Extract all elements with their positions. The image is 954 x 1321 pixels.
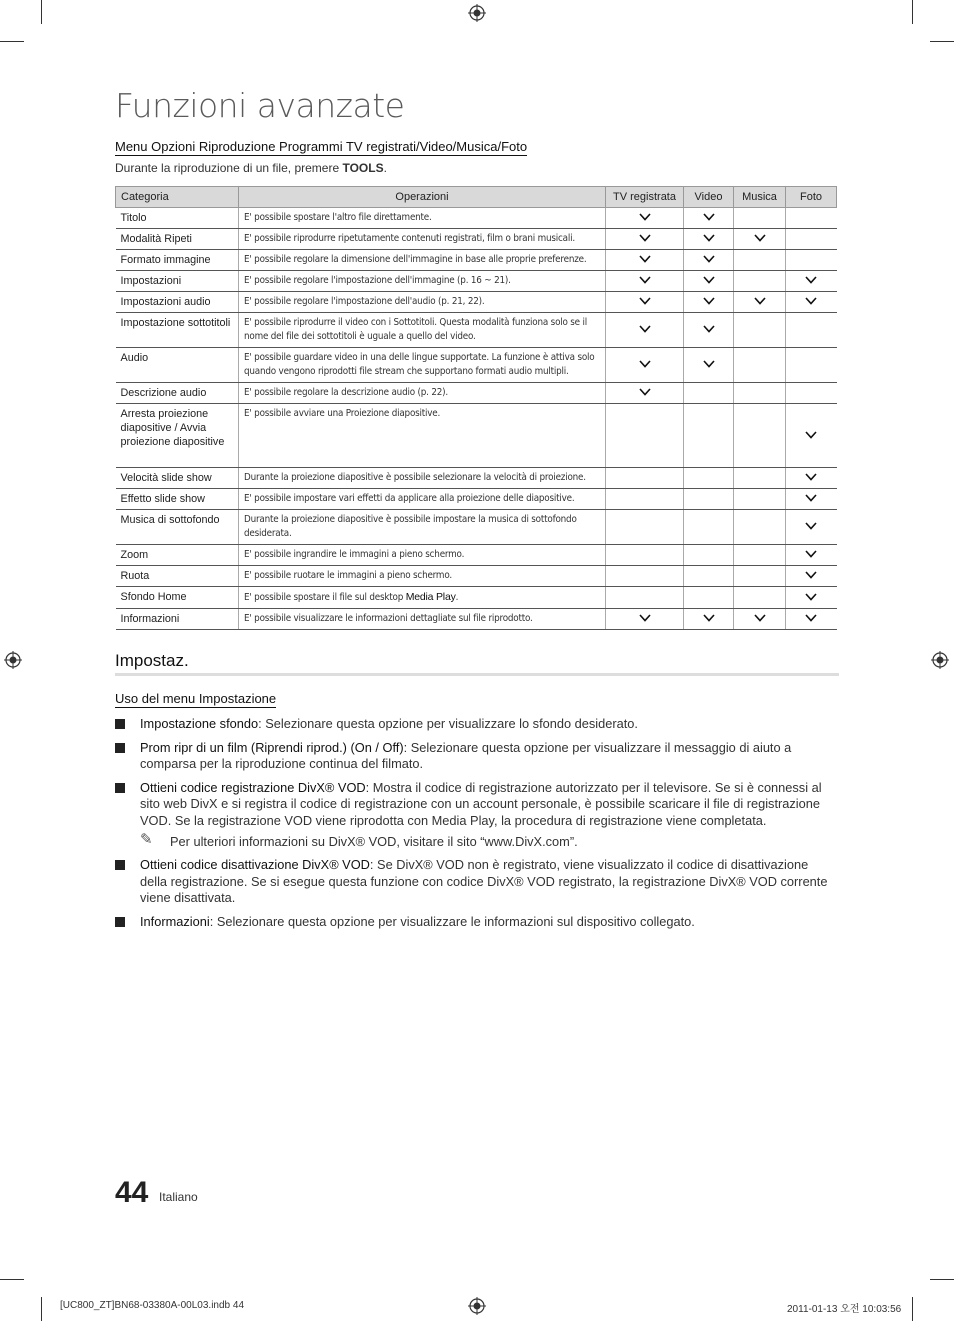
chevron-down-check-icon <box>703 254 715 266</box>
chevron-down-check-icon <box>805 493 817 505</box>
check-cell-photo <box>786 250 837 271</box>
bullet-square-icon <box>115 783 125 793</box>
chevron-down-check-icon <box>703 296 715 308</box>
item-label: Informazioni <box>140 913 210 929</box>
row-category: Musica di sottofondo <box>116 510 239 545</box>
settings-heading: Impostaz. <box>115 651 189 670</box>
item-text: : Selezionare questa opzione per visualizzare il messaggio di aiuto a comparsa per la riproduzione continua del filmato. <box>140 739 792 772</box>
row-description <box>239 271 606 292</box>
table-row <box>116 271 837 292</box>
check-cell-music <box>734 271 786 292</box>
description-text: E' possibile impostare vari effetti da applicare alla proiezione delle diapositive. <box>244 493 575 504</box>
settings-list <box>115 716 837 938</box>
table-row <box>116 404 837 468</box>
check-cell-photo <box>786 229 837 250</box>
table-row <box>116 208 837 229</box>
check-cell-photo <box>786 313 837 348</box>
chevron-down-check-icon <box>805 613 817 625</box>
check-cell-tv <box>606 229 684 250</box>
registration-mark-icon <box>931 651 949 669</box>
check-cell-music <box>734 229 786 250</box>
table-row <box>116 489 837 510</box>
check-cell-tv <box>606 271 684 292</box>
check-cell-photo <box>786 566 837 587</box>
table-row <box>116 313 837 348</box>
table-row <box>116 229 837 250</box>
bullet-square-icon <box>115 719 125 729</box>
check-cell-music <box>734 250 786 271</box>
header-operazioni: Operazioni <box>239 187 606 208</box>
item-label: Prom ripr di un film (Riprendi riprod.) (On / Off) <box>140 739 404 755</box>
check-cell-music <box>734 292 786 313</box>
description-bold: Media Play <box>405 591 456 603</box>
tools-key-label: TOOLS <box>342 161 384 175</box>
row-description <box>239 208 606 229</box>
row-description <box>239 609 606 630</box>
table-header-row <box>116 187 837 208</box>
description-text: E' possibile avviare una Proiezione diapositive. <box>244 408 441 419</box>
check-cell-video <box>684 208 734 229</box>
check-cell-music <box>734 404 786 468</box>
header-tv-registrata: TV registrata <box>606 187 684 208</box>
check-cell-photo <box>786 468 837 489</box>
row-category: Descrizione audio <box>116 383 239 404</box>
chevron-down-check-icon <box>805 472 817 484</box>
row-description <box>239 545 606 566</box>
check-cell-music <box>734 313 786 348</box>
check-cell-tv <box>606 208 684 229</box>
chevron-down-check-icon <box>639 233 651 245</box>
row-description <box>239 404 606 468</box>
item-label: Impostazione sfondo <box>140 716 259 731</box>
row-category: Effetto slide show <box>116 489 239 510</box>
chevron-down-check-icon <box>639 359 651 371</box>
table-row <box>116 468 837 489</box>
check-cell-photo <box>786 208 837 229</box>
check-cell-photo <box>786 404 837 468</box>
table-row <box>116 510 837 545</box>
row-category: Zoom <box>116 545 239 566</box>
table-row <box>116 292 837 313</box>
row-category: Impostazioni audio <box>116 292 239 313</box>
crop-mark <box>912 1297 913 1321</box>
check-cell-tv <box>606 292 684 313</box>
registration-mark-icon <box>4 651 22 669</box>
row-description <box>239 489 606 510</box>
crop-mark <box>41 1297 42 1321</box>
check-cell-tv <box>606 609 684 630</box>
check-cell-video <box>684 271 734 292</box>
list-item <box>115 914 837 931</box>
check-cell-tv <box>606 510 684 545</box>
crop-mark <box>0 41 24 42</box>
row-category: Audio <box>116 348 239 383</box>
chevron-down-check-icon <box>639 387 651 399</box>
crop-mark <box>930 41 954 42</box>
check-cell-music <box>734 468 786 489</box>
description-text: E' possibile regolare l'impostazione dell'audio (p. 21, 22). <box>244 296 485 307</box>
check-cell-video <box>684 229 734 250</box>
description-text: E' possibile spostare l'altro file direttamente. <box>244 212 432 223</box>
registration-mark-icon <box>468 4 486 22</box>
intro-end: . <box>383 161 387 175</box>
description-text: E' possibile regolare l'impostazione dell'immagine (p. 16 ~ 21). <box>244 275 511 286</box>
check-cell-video <box>684 468 734 489</box>
footer-file: [UC800_ZT]BN68-03380A-00L03.indb 44 <box>60 1300 245 1311</box>
page-title: Funzioni avanzate <box>115 86 405 125</box>
crop-mark <box>0 1279 24 1280</box>
row-description <box>239 313 606 348</box>
check-cell-tv <box>606 313 684 348</box>
check-cell-tv <box>606 348 684 383</box>
list-item <box>115 716 837 733</box>
chevron-down-check-icon <box>703 275 715 287</box>
row-description <box>239 383 606 404</box>
chevron-down-check-icon <box>703 233 715 245</box>
chevron-down-check-icon <box>703 212 715 224</box>
check-cell-video <box>684 545 734 566</box>
registration-mark-icon <box>468 1297 486 1315</box>
check-cell-photo <box>786 271 837 292</box>
row-description <box>239 292 606 313</box>
note-text: Per ulteriori informazioni su DivX® VOD, visitare il sito “www.DivX.com”. <box>170 833 578 849</box>
row-category: Titolo <box>116 208 239 229</box>
chevron-down-check-icon <box>805 570 817 582</box>
header-foto: Foto <box>786 187 837 208</box>
description-text: E' possibile regolare la descrizione audio (p. 22). <box>244 387 448 398</box>
description-text: Durante la proiezione diapositive è possibile selezionare la velocità di proiezione. <box>244 472 586 483</box>
chevron-down-check-icon <box>703 613 715 625</box>
chevron-down-check-icon <box>754 613 766 625</box>
description-text: E' possibile riprodurre ripetutamente contenuti registrati, film o brani musicali. <box>244 233 575 244</box>
crop-mark <box>930 1279 954 1280</box>
chevron-down-check-icon <box>639 296 651 308</box>
chevron-down-check-icon <box>805 430 817 442</box>
check-cell-video <box>684 566 734 587</box>
check-cell-tv <box>606 250 684 271</box>
chevron-down-check-icon <box>703 359 715 371</box>
row-description <box>239 510 606 545</box>
table-row <box>116 609 837 630</box>
bullet-square-icon <box>115 860 125 870</box>
chevron-down-check-icon <box>805 521 817 533</box>
row-category: Impostazione sottotitoli <box>116 313 239 348</box>
chevron-down-check-icon <box>805 296 817 308</box>
check-cell-tv <box>606 545 684 566</box>
row-category: Formato immagine <box>116 250 239 271</box>
check-cell-music <box>734 587 786 609</box>
intro-text: Durante la riproduzione di un file, premere <box>115 161 343 175</box>
check-cell-photo <box>786 609 837 630</box>
chevron-down-check-icon <box>754 296 766 308</box>
check-cell-photo <box>786 489 837 510</box>
description-text: E' possibile ruotare le immagini a pieno schermo. <box>244 570 452 581</box>
row-description <box>239 229 606 250</box>
row-description <box>239 566 606 587</box>
row-category: Ruota <box>116 566 239 587</box>
header-categoria: Categoria <box>116 187 239 208</box>
item-label: Ottieni codice disattivazione DivX® VOD <box>140 857 370 873</box>
header-video: Video <box>684 187 734 208</box>
bullet-square-icon <box>115 743 125 753</box>
row-category: Impostazioni <box>116 271 239 292</box>
chevron-down-check-icon <box>805 275 817 287</box>
description-text: E' possibile visualizzare le informazioni dettagliate sul file riprodotto. <box>244 613 533 624</box>
table-row <box>116 545 837 566</box>
check-cell-video <box>684 489 734 510</box>
description-end: . <box>455 592 459 603</box>
row-category: Arresta proiezione diapositive / Avvia proiezione diapositive <box>116 404 239 468</box>
chevron-down-check-icon <box>805 549 817 561</box>
list-item <box>115 780 837 850</box>
options-table <box>115 186 837 630</box>
row-description <box>239 587 606 609</box>
row-description <box>239 348 606 383</box>
settings-subheading: Uso del menu Impostazione <box>115 691 277 706</box>
check-cell-video <box>684 292 734 313</box>
item-label: Ottieni codice registrazione DivX® VOD <box>140 779 366 795</box>
chevron-down-check-icon <box>639 254 651 266</box>
check-cell-tv <box>606 404 684 468</box>
row-description <box>239 468 606 489</box>
check-cell-video <box>684 510 734 545</box>
check-cell-music <box>734 489 786 510</box>
description-text: Durante la proiezione diapositive è possibile impostare la musica di sottofondo desiderata. <box>244 514 577 539</box>
check-cell-video <box>684 313 734 348</box>
table-row <box>116 566 837 587</box>
chevron-down-check-icon <box>639 212 651 224</box>
check-cell-music <box>734 383 786 404</box>
check-cell-video <box>684 348 734 383</box>
bullet-square-icon <box>115 917 125 927</box>
check-cell-video <box>684 250 734 271</box>
row-category: Modalità Ripeti <box>116 229 239 250</box>
check-cell-tv <box>606 489 684 510</box>
check-cell-photo <box>786 383 837 404</box>
chevron-down-check-icon <box>805 592 817 604</box>
row-category: Sfondo Home <box>116 587 239 609</box>
check-cell-tv <box>606 383 684 404</box>
check-cell-music <box>734 566 786 587</box>
chevron-down-check-icon <box>754 233 766 245</box>
check-cell-tv <box>606 587 684 609</box>
table-row <box>116 348 837 383</box>
menu-intro-text <box>115 161 387 175</box>
check-cell-music <box>734 208 786 229</box>
list-item <box>115 857 837 907</box>
row-category: Informazioni <box>116 609 239 630</box>
row-category: Velocità slide show <box>116 468 239 489</box>
check-cell-tv <box>606 468 684 489</box>
page-number: 44 <box>115 1176 149 1209</box>
check-cell-photo <box>786 292 837 313</box>
description-text: E' possibile spostare il file sul desktop <box>244 592 406 603</box>
check-cell-video <box>684 383 734 404</box>
item-text: : Mostra il codice di registrazione autorizzato per il televisore. Se si è connessi al sito web DivX e si registra il codice di registrazione con un account personale, è possibile scaricare il file di registrazione VOD. Se la registrazione VOD viene riprodotta con Media Play, la procedura di registrazione viene completata. <box>140 779 822 828</box>
pencil-note-icon: ✎ <box>140 830 153 848</box>
item-text: : Se DivX® VOD non è registrato, viene visualizzato il codice di disattivazione della registrazione. Se si esegue questa funzione con codice DivX® VOD registrato, la registrazione DivX® VOD corrente viene disattivata. <box>140 857 828 906</box>
item-text: : Selezionare questa opzione per visualizzare le informazioni sul dispositivo collegato. <box>209 913 695 929</box>
menu-section-heading: Menu Opzioni Riproduzione Programmi TV registrati/Video/Musica/Foto <box>115 139 528 154</box>
row-description <box>239 250 606 271</box>
table-row <box>116 587 837 609</box>
check-cell-music <box>734 609 786 630</box>
crop-mark <box>41 0 42 24</box>
description-text: E' possibile riprodurre il video con i Sottotitoli. Questa modalità funziona solo se il nome del file dei sottotitoli è uguale a quello del video. <box>244 317 588 342</box>
check-cell-photo <box>786 545 837 566</box>
check-cell-photo <box>786 587 837 609</box>
table-row <box>116 250 837 271</box>
section-divider <box>115 673 839 676</box>
chevron-down-check-icon <box>639 324 651 336</box>
chevron-down-check-icon <box>639 613 651 625</box>
check-cell-tv <box>606 566 684 587</box>
check-cell-photo <box>786 510 837 545</box>
check-cell-video <box>684 609 734 630</box>
note <box>140 830 837 851</box>
page-language: Italiano <box>159 1190 198 1204</box>
list-item <box>115 740 837 773</box>
description-text: E' possibile ingrandire le immagini a pieno schermo. <box>244 549 465 560</box>
check-cell-video <box>684 587 734 609</box>
check-cell-music <box>734 348 786 383</box>
item-text: : Selezionare questa opzione per visualizzare lo sfondo desiderato. <box>258 716 638 731</box>
header-musica: Musica <box>734 187 786 208</box>
check-cell-music <box>734 510 786 545</box>
description-text: E' possibile regolare la dimensione dell'immagine in base alle proprie preferenze. <box>244 254 587 265</box>
check-cell-photo <box>786 348 837 383</box>
crop-mark <box>912 0 913 24</box>
table-row <box>116 383 837 404</box>
check-cell-music <box>734 545 786 566</box>
description-text: E' possibile guardare video in una delle lingue supportate. La funzione è attiva solo quando vengono riprodotti file stream che supportano formati audio multipli. <box>244 352 595 377</box>
chevron-down-check-icon <box>703 324 715 336</box>
chevron-down-check-icon <box>639 275 651 287</box>
footer-timestamp: 2011-01-13 오전 10:03:56 <box>787 1304 902 1315</box>
check-cell-video <box>684 404 734 468</box>
